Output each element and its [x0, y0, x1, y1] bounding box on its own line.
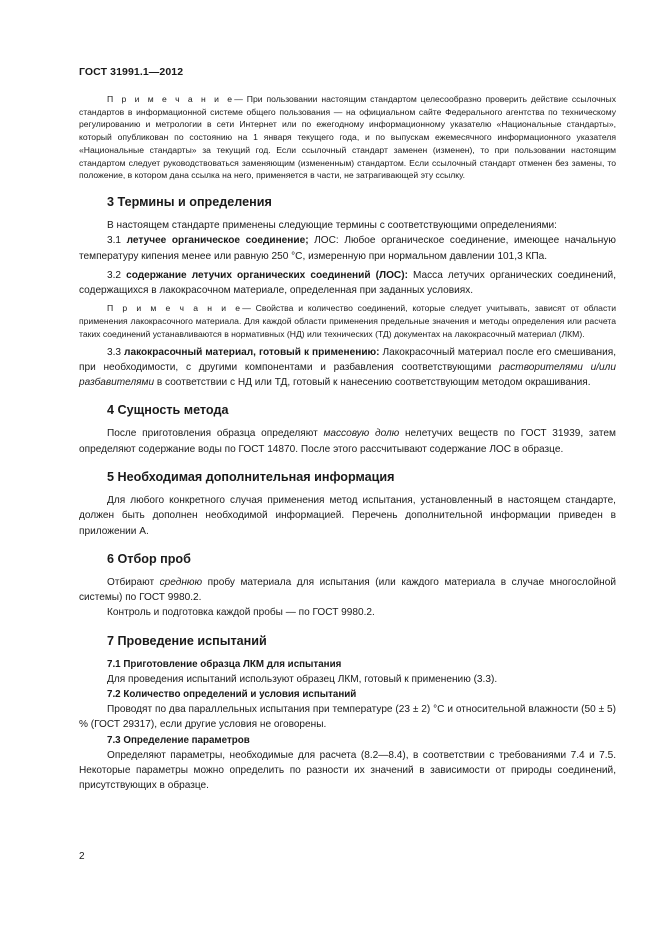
term-name: летучее органическое соединение;: [126, 235, 309, 247]
note-text: — При пользовании настоящим стандартом целесообразно проверить действие ссылочных стандартов в информационной системе общего пользования — на официальном сайте Федерального агентства по техническому регулированию и метрологии в сети Интернет или по ежегодному информационному указателю «Национальные стандарты», который опубликован по состоянию на 1 января текущего года, и по выпускам ежемесячного информационного указателя «Национальные стандарты» за текущий год. Если ссылочный стандарт заменен (изменен), то при пользовании настоящим стандартом следует руководствоваться заменяющим (измененным) стандартом. Если ссылочный стандарт отменен без замены, то положение, в котором дана ссылка на него, применяется в части, не затрагивающей эту ссылку.: [79, 94, 616, 181]
term-number: 3.1: [107, 235, 122, 247]
term-definition-italic: растворителями и/или разбавителями: [79, 361, 616, 389]
intro-note: [79, 93, 616, 182]
section-6-text: [79, 575, 616, 606]
text-italic: массовую долю: [323, 428, 400, 440]
note-label: П р и м е ч а н и е: [107, 94, 235, 104]
document-code-header: ГОСТ 31991.1—2012: [79, 66, 184, 78]
section-4-text: [79, 426, 616, 457]
note-text: — Свойства и количество соединений, которые следует учитывать, зависят от области применения лакокрасочного материала. Для каждой области применения предельные значения и методы определения или расчета таких соединений устанавливаются в нормативных (НД) или технических (ТД) документах на лакокрасочный материал (ЛКМ).: [79, 303, 616, 339]
term-name: лакокрасочный материал, готовый к применению:: [124, 346, 380, 358]
section-3-heading: 3 Термины и определения: [107, 194, 272, 209]
page-content: [79, 93, 616, 794]
subsection-7-1-heading: 7.1 Приготовление образца ЛКМ для испытания: [107, 658, 342, 670]
term-number: 3.3: [107, 346, 122, 358]
text-part-a: Отбирают: [107, 576, 160, 588]
section-4-heading: 4 Сущность метода: [107, 403, 229, 418]
term-definition-part-b: в соответствии с НД или ТД, готовый к нанесению соответствующим методом окрашивания.: [154, 377, 591, 389]
term-3-2: [79, 268, 616, 299]
term-3-3: [79, 345, 616, 391]
section-5-heading: 5 Необходимая дополнительная информация: [107, 470, 395, 484]
subsection-7-3-text: Определяют параметры, необходимые для расчета (8.2—8.4), в соответствии с требованиями 7.4 и 7.5. Некоторые параметры можно определить по разности их значений в зависимости от природы соединений, присутствующих в образце.: [79, 749, 616, 792]
text-part-b: пробу материала для испытания (или каждого материала в случае многослойной системы) по ГОСТ 9980.2.: [79, 576, 616, 604]
term-definition: Масса летучих органических соединений, содержащихся в лакокрасочном материале, определенная при заданных условиях.: [79, 269, 616, 297]
subsection-7-1-text: Для проведения испытаний используют образец ЛКМ, готовый к применению (3.3).: [107, 673, 498, 685]
subsection-7-2-text: Проводят по два параллельных испытания при температуре (23 ± 2) °С и относительной влажности (50 ± 5) % (ГОСТ 29317), если другие условия не оговорены.: [79, 704, 616, 731]
term-3-2-note: [79, 302, 616, 340]
text-italic: среднюю: [159, 576, 203, 588]
term-number: 3.2: [107, 269, 122, 281]
term-name: содержание летучих органических соединений (ЛОС):: [126, 269, 408, 281]
section-6-text-2: Контроль и подготовка каждой пробы — по ГОСТ 9980.2.: [107, 607, 375, 619]
term-definition-part-a: Лакокрасочный материал после его смешивания, при необходимости, с другими компонентами и разбавления соответствующими: [79, 346, 616, 373]
subsection-7-3-heading: 7.3 Определение параметров: [107, 734, 250, 746]
subsection-7-2-heading: 7.2 Количество определений и условия испытаний: [107, 689, 357, 701]
section-3-intro: В настоящем стандарте применены следующие термины с соответствующими определениями:: [107, 219, 557, 231]
text-part-b: нелетучих веществ по ГОСТ 31939, затем определяют содержание воды по ГОСТ 14870. После этого рассчитывают содержание ЛОС в образце.: [79, 428, 616, 455]
section-7-heading: 7 Проведение испытаний: [107, 633, 267, 648]
term-3-1: [79, 233, 616, 264]
section-5-text: Для любого конкретного случая применения метод испытания, установленный в настоящем стандарте, должен быть дополнен необходимой информацией. Перечень дополнительной информации приведен в приложении А.: [79, 495, 616, 537]
term-definition: ЛОС: Любое органическое соединение, имеющее начальную температуру кипения менее или равную 250 °С, измеренную при нормальном давлении 101,3 КПа.: [79, 235, 616, 262]
note-label: П р и м е ч а н и е: [107, 303, 243, 314]
section-6-heading: 6 Отбор проб: [107, 551, 191, 566]
text-part-a: После приготовления образца определяют: [107, 428, 324, 440]
page-number: 2: [79, 851, 85, 862]
